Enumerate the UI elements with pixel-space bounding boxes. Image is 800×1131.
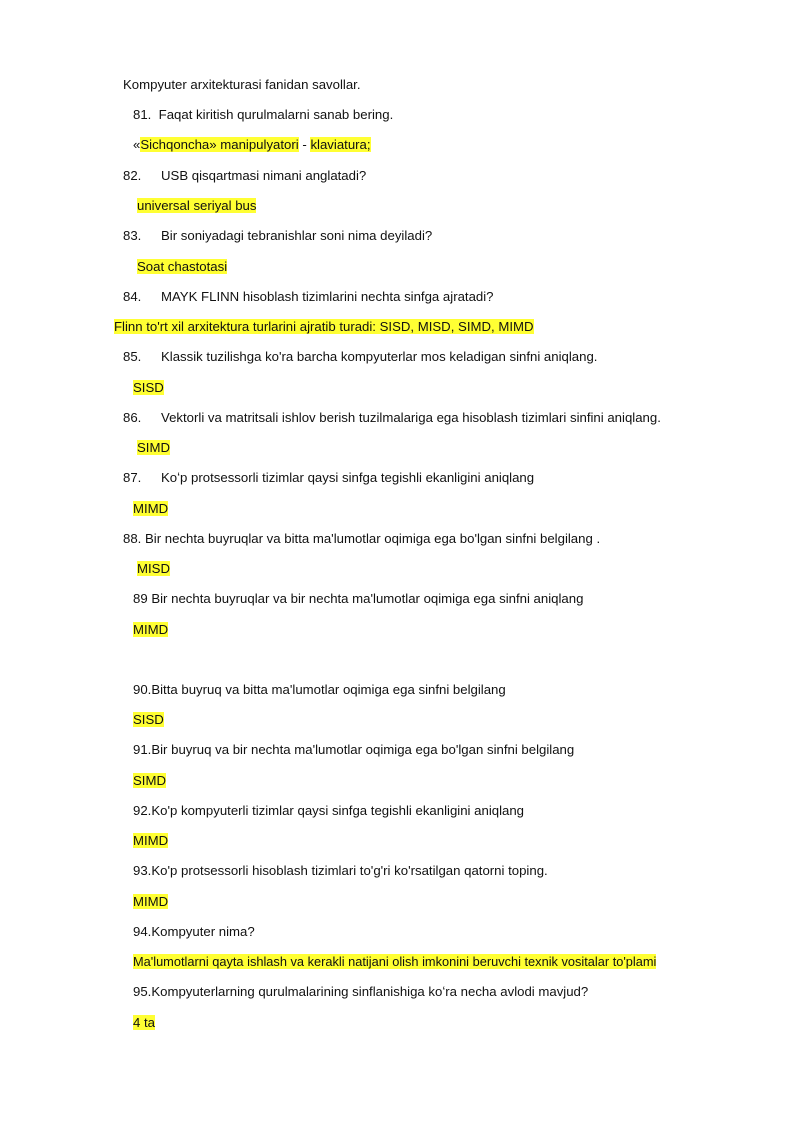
question-text: USB qisqartmasi nimani anglatadi?: [161, 168, 367, 183]
answer-82: [137, 197, 256, 215]
question-93: 93.Ko'p protsessorli hisoblash tizimlari to'g'ri ko'rsatilgan qatorni toping.: [133, 863, 548, 878]
answer-92: [133, 832, 168, 850]
answer-91: [133, 772, 166, 790]
question-text: Bir soniyadagi tebranishlar soni nima deyiladi?: [161, 228, 433, 243]
answer-text: universal seriyal bus: [137, 198, 257, 213]
question-91: 91.Bir buyruq va bir nechta ma'lumotlar oqimiga ega bo'lgan sinfni belgilang: [133, 742, 575, 757]
question-number: 83.: [123, 228, 142, 243]
answer-part-highlighted: Sichqoncha» manipulyatori: [140, 137, 299, 152]
answer-86: [137, 439, 170, 457]
answer-text: Ma'lumotlarni qayta ishlash va kerakli natijani olish imkonini beruvchi texnik vositalar to'plami: [133, 954, 657, 969]
answer-87: [133, 500, 168, 518]
question-text: MAYK FLINN hisoblash tizimlarini nechta sinfga ajratadi?: [161, 289, 494, 304]
question-text: Faqat kiritish qurulmalarni sanab bering.: [158, 107, 394, 122]
answer-text: MIMD: [133, 622, 169, 637]
question-number: 85.: [123, 349, 142, 364]
question-text: Vektorli va matritsali ishlov berish tuzilmalariga ega hisoblash tizimlari sinfini aniqlang.: [161, 410, 661, 425]
answer-text: MISD: [137, 561, 170, 576]
answer-88: [137, 560, 170, 578]
answer-94: [133, 953, 656, 971]
question-94: 94.Kompyuter nima?: [133, 924, 255, 939]
question-number: 87.: [123, 470, 142, 485]
question-number: 82.: [123, 168, 142, 183]
question-95: 95.Kompyuterlarning qurulmalarining sinflanishiga koʻra necha avlodi mavjud?: [133, 984, 589, 999]
answer-text: MIMD: [133, 501, 169, 516]
answer-part-highlighted: klaviatura;: [310, 137, 371, 152]
question-text: Klassik tuzilishga ko'ra barcha kompyuterlar mos keladigan sinfni aniqlang.: [161, 349, 598, 364]
question-85: [123, 348, 597, 366]
answer-81: [133, 136, 371, 154]
answer-83: [137, 258, 227, 276]
answer-text: 4 ta: [133, 1015, 155, 1030]
answer-text: SIMD: [137, 440, 170, 455]
question-83: [123, 227, 432, 245]
question-90: 90.Bitta buyruq va bitta ma'lumotlar oqimiga ega sinfni belgilang: [133, 682, 506, 697]
answer-text: MIMD: [133, 894, 169, 909]
answer-84: [114, 318, 534, 336]
answer-90: [133, 711, 164, 729]
answer-part: «: [133, 137, 141, 152]
question-88: 88. Bir nechta buyruqlar va bitta ma'lumotlar oqimiga ega bo'lgan sinfni belgilang .: [123, 531, 601, 546]
answer-text: SISD: [133, 712, 164, 727]
answer-89: [133, 621, 168, 639]
question-87: [123, 469, 534, 487]
question-number: 84.: [123, 289, 142, 304]
question-number: 86.: [123, 410, 142, 425]
answer-93: [133, 893, 168, 911]
answer-95: [133, 1014, 155, 1032]
answer-text: SISD: [133, 380, 164, 395]
answer-text: SIMD: [133, 773, 166, 788]
question-84: [123, 288, 494, 306]
answer-text: MIMD: [133, 833, 169, 848]
document-title: Kompyuter arxitekturasi fanidan savollar.: [123, 77, 361, 92]
answer-85: [133, 379, 164, 397]
answer-text: Soat chastotasi: [137, 259, 228, 274]
question-81: [133, 106, 393, 124]
question-89: 89 Bir nechta buyruqlar va bir nechta ma'lumotlar oqimiga ega sinfni aniqlang: [133, 591, 584, 606]
question-86: [123, 409, 661, 427]
question-82: [123, 167, 366, 185]
question-number: 81.: [133, 107, 152, 122]
question-text: Koʻp protsessorli tizimlar qaysi sinfga tegishli ekanligini aniqlang: [161, 470, 535, 485]
answer-text: Flinn to'rt xil arxitektura turlarini ajratib turadi: SISD, MISD, SIMD, MIMD: [114, 319, 534, 334]
question-92: 92.Ko'p kompyuterli tizimlar qaysi sinfga tegishli ekanligini aniqlang: [133, 803, 525, 818]
answer-part: -: [298, 137, 311, 152]
